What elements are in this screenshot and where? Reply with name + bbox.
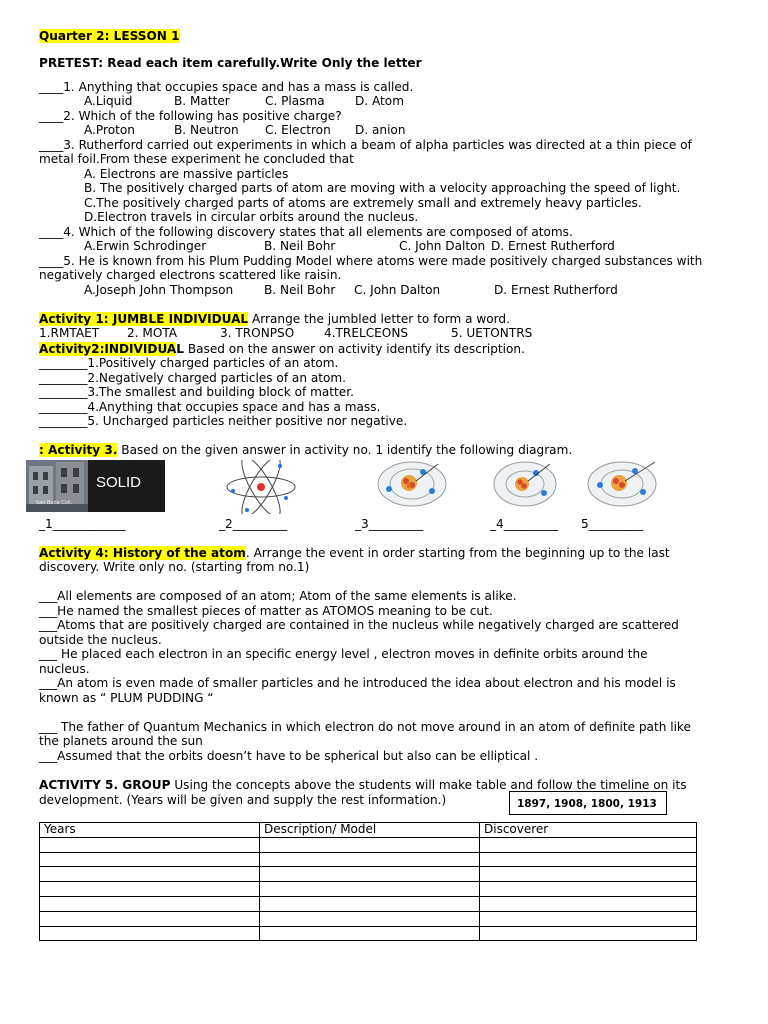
nucleus-model-diagram-icon [492, 459, 558, 509]
q5-option-a: A.Joseph John Thompson [84, 283, 234, 297]
table-cell[interactable] [40, 837, 260, 852]
years-box: 1897, 1908, 1800, 1913 [509, 791, 667, 815]
table-cell[interactable] [480, 911, 697, 926]
activity2-heading [39, 342, 525, 357]
solid-photo [26, 460, 165, 512]
table-row [40, 896, 697, 911]
activity4-item-7: ___Assumed that the orbits doesn’t have to be spherical but also can be elliptical . [39, 749, 539, 763]
column-header-years: Years [40, 823, 260, 838]
activity4-item-2: ___He named the smallest pieces of matter as ATOMOS meaning to be cut. [39, 604, 493, 618]
q3-option-c: C.The positively charged parts of atoms are extremely small and extremely heavy particles. [84, 196, 642, 210]
activity3-blank-3[interactable]: _3_________ [355, 517, 424, 531]
pretest-q2: ____2. Which of the following has positive charge? [39, 109, 342, 123]
q2-option-a: A.Proton [84, 123, 135, 137]
photo-caption: San Beda Coll. [36, 500, 73, 506]
table-cell[interactable] [40, 852, 260, 867]
q1-option-b: B. Matter [174, 94, 230, 108]
q3-option-d: D.Electron travels in circular orbits around the nucleus. [84, 210, 419, 224]
activity1-heading [39, 312, 510, 327]
activity5-label: ACTIVITY 5. GROUP [39, 778, 171, 792]
activity4-item-3b: outside the nucleus. [39, 633, 162, 647]
activity2-item-3: ________3.The smallest and building block of matter. [39, 385, 354, 399]
table-cell[interactable] [480, 852, 697, 867]
table-cell[interactable] [260, 837, 480, 852]
q2-option-c: C. Electron [265, 123, 331, 137]
jumble-word-2: 2. MOTA [127, 326, 178, 340]
table-cell[interactable] [260, 896, 480, 911]
table-cell[interactable] [40, 896, 260, 911]
table-cell[interactable] [40, 926, 260, 941]
solid-label: SOLID [96, 474, 142, 491]
q4-option-a: A.Erwin Schrodinger [84, 239, 207, 253]
activity2-item-4: ________4.Anything that occupies space and has a mass. [39, 400, 381, 414]
table-row [40, 852, 697, 867]
table-row [40, 867, 697, 882]
atom-model-diagram-icon [585, 459, 659, 509]
activity1-instruction: Arrange the jumbled letter to form a word. [248, 312, 510, 326]
activity3-label: : Activity 3. [39, 443, 118, 457]
q2-option-b: B. Neutron [174, 123, 239, 137]
activity4-instruction-2: discovery. Write only no. (starting from no.1) [39, 560, 310, 574]
activity4-item-3: ___Atoms that are positively charged are contained in the nucleus while negatively charged are scattered [39, 618, 679, 632]
q1-option-a: A.Liquid [84, 94, 133, 108]
q3-option-a: A. Electrons are massive particles [84, 167, 289, 181]
jumble-word-1: 1.RMTAET [39, 326, 100, 340]
table-cell[interactable] [40, 911, 260, 926]
activity4-heading [39, 546, 670, 561]
table-cell[interactable] [260, 867, 480, 882]
pretest-q5-line1: ____5. He is known from his Plum Pudding Model where atoms were made positively charged substances with [39, 254, 703, 268]
pretest-q4: ____4. Which of the following discovery states that all elements are composed of atoms. [39, 225, 573, 239]
activity5-instruction-2: development. (Years will be given and supply the rest information.) [39, 793, 447, 807]
table-cell[interactable] [480, 896, 697, 911]
table-cell[interactable] [260, 926, 480, 941]
pretest-q5-options [84, 283, 618, 298]
table-cell[interactable] [260, 911, 480, 926]
column-header-discoverer: Discoverer [480, 823, 697, 838]
activity1-words [39, 326, 532, 341]
bohr-model-diagram-icon [376, 459, 448, 509]
activity4-item-6b: the planets around the sun [39, 734, 203, 748]
table-row [40, 926, 697, 941]
pretest-q2-options [84, 123, 406, 138]
table-cell[interactable] [40, 882, 260, 897]
table-cell[interactable] [480, 926, 697, 941]
pretest-heading: PRETEST: Read each item carefully.Write Only the letter [39, 56, 422, 70]
table-cell[interactable] [480, 867, 697, 882]
lesson-title-text: Quarter 2: LESSON 1 [39, 29, 180, 43]
q5-option-b: B. Neil Bohr [264, 283, 336, 297]
activity2-instruction: Based on the answer on activity identify its description. [183, 342, 525, 356]
activity3-heading [39, 443, 572, 458]
activity4-item-4b: nucleus. [39, 662, 90, 676]
q4-option-c: C. John Dalton [399, 239, 486, 253]
q3-option-b: B. The positively charged parts of atom are moving with a velocity approaching the speed of light. [84, 181, 681, 195]
lesson-title [39, 29, 180, 44]
activity3-instruction: Based on the given answer in activity no. 1 identify the following diagram. [117, 443, 573, 457]
table-cell[interactable] [40, 867, 260, 882]
table-cell[interactable] [260, 882, 480, 897]
activity4-item-1: ___All elements are composed of an atom; Atom of the same elements is alike. [39, 589, 517, 603]
activity2-item-2: ________2.Negatively charged particles of an atom. [39, 371, 347, 385]
activity1-label: Activity 1: JUMBLE INDIVIDUAL [39, 312, 249, 326]
activity3-blank-1[interactable]: _1____________ [39, 517, 126, 531]
atom-orbit-diagram-icon [223, 460, 299, 514]
activity4-item-6: ___ The father of Quantum Mechanics in which electron do not move around in an atom of definite path like [39, 720, 691, 734]
activity4-item-4: ___ He placed each electron in an specific energy level , electron moves in definite orbits around the [39, 647, 648, 661]
pretest-q1-options [84, 94, 404, 109]
activity4-item-5: ___An atom is even made of smaller particles and he introduced the idea about electron and his model is [39, 676, 676, 690]
q2-option-d: D. anion [355, 123, 406, 137]
q5-option-d: D. Ernest Rutherford [494, 283, 618, 297]
jumble-word-5: 5. UETONTRS [451, 326, 533, 340]
activity4-item-5b: known as “ PLUM PUDDING “ [39, 691, 214, 705]
jumble-word-3: 3. TRONPSO [220, 326, 295, 340]
table-cell[interactable] [260, 852, 480, 867]
activity4-instruction: . Arrange the event in order starting from the beginning up to the last [245, 546, 670, 560]
pretest-q4-options [84, 239, 615, 254]
activity2-item-1: ________1.Positively charged particles of an atom. [39, 356, 339, 370]
activity3-blank-2[interactable]: _2_________ [219, 517, 288, 531]
pretest-q3-line2: metal foil.From these experiment he concluded that [39, 152, 354, 166]
q4-option-b: B. Neil Bohr [264, 239, 336, 253]
table-cell[interactable] [480, 837, 697, 852]
activity2-item-5: ________5. Uncharged particles neither positive nor negative. [39, 414, 408, 428]
activity2-label-tail: L [176, 342, 184, 356]
jumble-word-4: 4.TRELCEONS [324, 326, 409, 340]
table-header-row [40, 823, 697, 838]
pretest-q5-line2: negatively charged electrons scattered like raisin. [39, 268, 342, 282]
activity3-blank-4[interactable]: _4_________ [490, 517, 559, 531]
q1-option-c: C. Plasma [265, 94, 325, 108]
pretest-q3-line1: ____3. Rutherford carried out experiments in which a beam of alpha particles was directed at a thin piece of [39, 138, 692, 152]
activity3-blank-5[interactable]: 5_________ [581, 517, 644, 531]
q5-option-c: C. John Dalton [354, 283, 441, 297]
table-row [40, 837, 697, 852]
activity2-label: Activity2:INDIVIDUA [39, 342, 177, 356]
q1-option-d: D. Atom [355, 94, 404, 108]
activity4-label: Activity 4: History of the atom [39, 546, 246, 560]
table-row [40, 911, 697, 926]
pretest-q1: ____1. Anything that occupies space and has a mass is called. [39, 80, 414, 94]
column-header-description: Description/ Model [260, 823, 480, 838]
activity5-instruction: Using the concepts above the students will make table and follow the timeline on its [170, 778, 687, 792]
q4-option-d: D. Ernest Rutherford [491, 239, 615, 253]
table-row [40, 882, 697, 897]
activity5-table [39, 822, 697, 941]
table-cell[interactable] [480, 882, 697, 897]
